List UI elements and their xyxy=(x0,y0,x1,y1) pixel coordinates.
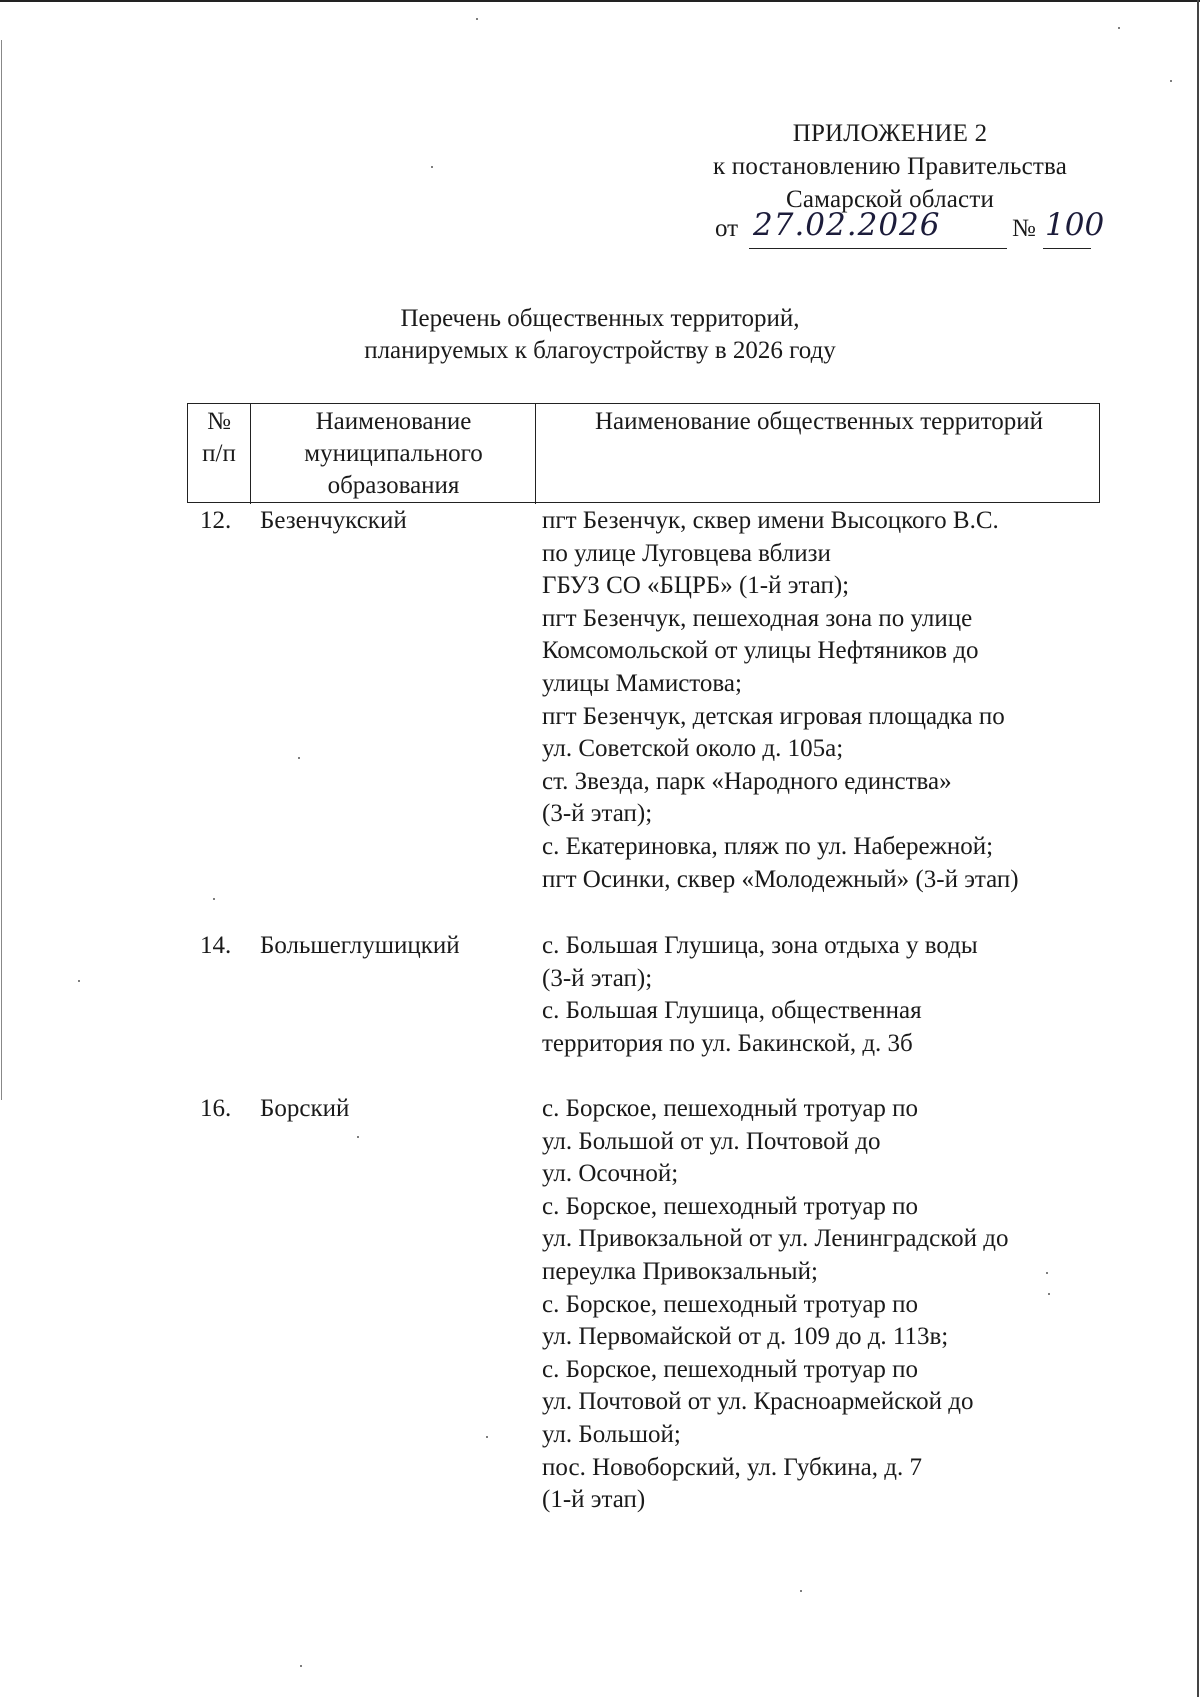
territory-line: ул. Большой; xyxy=(542,1420,681,1448)
date-number-row xyxy=(715,207,1115,251)
scan-speck xyxy=(486,1436,488,1438)
territory-line: ул. Первомайской от д. 109 до д. 113в; xyxy=(542,1323,949,1351)
header-municipality xyxy=(250,404,536,504)
territory-line: пгт Безенчук, пешеходная зона по улице xyxy=(542,604,973,632)
document-title-line-1: Перечень общественных территорий, xyxy=(400,305,800,332)
header-territories xyxy=(535,404,1102,504)
territory-line: ул. Большой от ул. Почтовой до xyxy=(542,1127,881,1155)
appendix-line-3: Самарской области xyxy=(785,186,995,213)
number-label: № xyxy=(1012,215,1036,242)
row-municipality: Большеглушицкий xyxy=(260,932,460,959)
territory-line: ул. Привокзальной от ул. Ленинградской до xyxy=(542,1225,1009,1253)
header-num xyxy=(188,404,250,504)
scan-speck xyxy=(78,980,80,982)
row-number: 16. xyxy=(200,1095,232,1122)
territory-line: пос. Новоборский, ул. Губкина, д. 7 xyxy=(542,1453,922,1481)
territory-line: ул. Почтовой от ул. Красноармейской до xyxy=(542,1388,974,1416)
header-municipality-line: образования xyxy=(327,472,460,499)
territory-line: с. Большая Глушица, общественная xyxy=(542,997,922,1025)
territory-line: с. Большая Глушица, зона отдыха у воды xyxy=(542,932,978,959)
scan-speck xyxy=(1170,80,1172,82)
handwritten-date: 27.02.2026 xyxy=(753,207,941,243)
territory-line: по улице Луговцева вблизи xyxy=(542,539,831,567)
scan-speck xyxy=(1118,27,1120,29)
row-municipality: Безенчукский xyxy=(260,507,407,534)
territory-line: ст. Звезда, парк «Народного единства» xyxy=(542,767,952,795)
territory-line: с. Борское, пешеходный тротуар по xyxy=(542,1095,919,1122)
header-num-line: п/п xyxy=(202,440,236,467)
header-municipality-line: муниципального xyxy=(304,440,483,467)
territory-line: (3-й этап); xyxy=(542,964,653,992)
appendix-line-2: к постановлению Правительства xyxy=(712,153,1068,180)
row-territories xyxy=(542,930,1102,1060)
territory-line: переулка Привокзальный; xyxy=(542,1257,818,1285)
appendix-header xyxy=(680,117,1100,216)
territory-line: улицы Мамистова; xyxy=(542,669,742,697)
scan-speck xyxy=(476,18,478,20)
scan-speck xyxy=(1048,1293,1050,1295)
number-underline xyxy=(1043,248,1091,249)
scan-speck xyxy=(298,757,300,759)
row-number: 12. xyxy=(200,507,232,534)
territory-line: с. Борское, пешеходный тротуар по xyxy=(542,1355,919,1383)
scan-speck xyxy=(357,1136,359,1138)
territory-line: (3-й этап); xyxy=(542,800,653,828)
scan-speck xyxy=(300,1665,302,1667)
row-territories xyxy=(542,505,1102,896)
scan-edge-right xyxy=(1197,0,1199,1697)
document-title xyxy=(300,303,900,367)
scan-edge-left xyxy=(1,40,2,1100)
row-territories xyxy=(542,1093,1102,1517)
row-municipality: Борский xyxy=(260,1095,350,1122)
territory-line: (1-й этап) xyxy=(542,1486,646,1514)
territory-line: ул. Осочной; xyxy=(542,1160,679,1188)
scan-speck xyxy=(800,1590,802,1592)
date-prefix: от xyxy=(715,215,739,242)
scan-speck xyxy=(1046,1272,1048,1274)
scan-edge-top xyxy=(0,0,1200,2)
territory-line: пгт Осинки, сквер «Молодежный» (3-й этап) xyxy=(542,865,1019,893)
table-header xyxy=(187,403,1100,503)
territory-line: территория по ул. Бакинской, д. 3б xyxy=(542,1029,913,1057)
territory-line: с. Борское, пешеходный тротуар по xyxy=(542,1290,919,1318)
territory-line: пгт Безенчук, сквер имени Высоцкого В.С. xyxy=(542,507,999,534)
date-underline xyxy=(749,248,1007,249)
row-number: 14. xyxy=(200,932,232,959)
territory-line: ГБУЗ СО «БЦРБ» (1-й этап); xyxy=(542,572,850,600)
document-title-line-2: планируемых к благоустройству в 2026 году xyxy=(364,337,836,364)
territory-line: с. Борское, пешеходный тротуар по xyxy=(542,1192,919,1220)
territory-line: ул. Советской около д. 105а; xyxy=(542,735,844,763)
scan-speck xyxy=(431,166,433,168)
handwritten-number: 100 xyxy=(1045,207,1105,243)
header-territories-line: Наименование общественных территорий xyxy=(594,408,1044,435)
territory-line: с. Екатериновка, пляж по ул. Набережной; xyxy=(542,832,994,860)
scan-speck xyxy=(213,898,215,900)
appendix-title: ПРИЛОЖЕНИЕ 2 xyxy=(792,120,988,147)
header-num-line: № xyxy=(207,408,231,435)
territory-line: Комсомольской от улицы Нефтяников до xyxy=(542,637,979,665)
territory-line: пгт Безенчук, детская игровая площадка по xyxy=(542,702,1005,730)
header-municipality-line: Наименование xyxy=(315,408,472,435)
